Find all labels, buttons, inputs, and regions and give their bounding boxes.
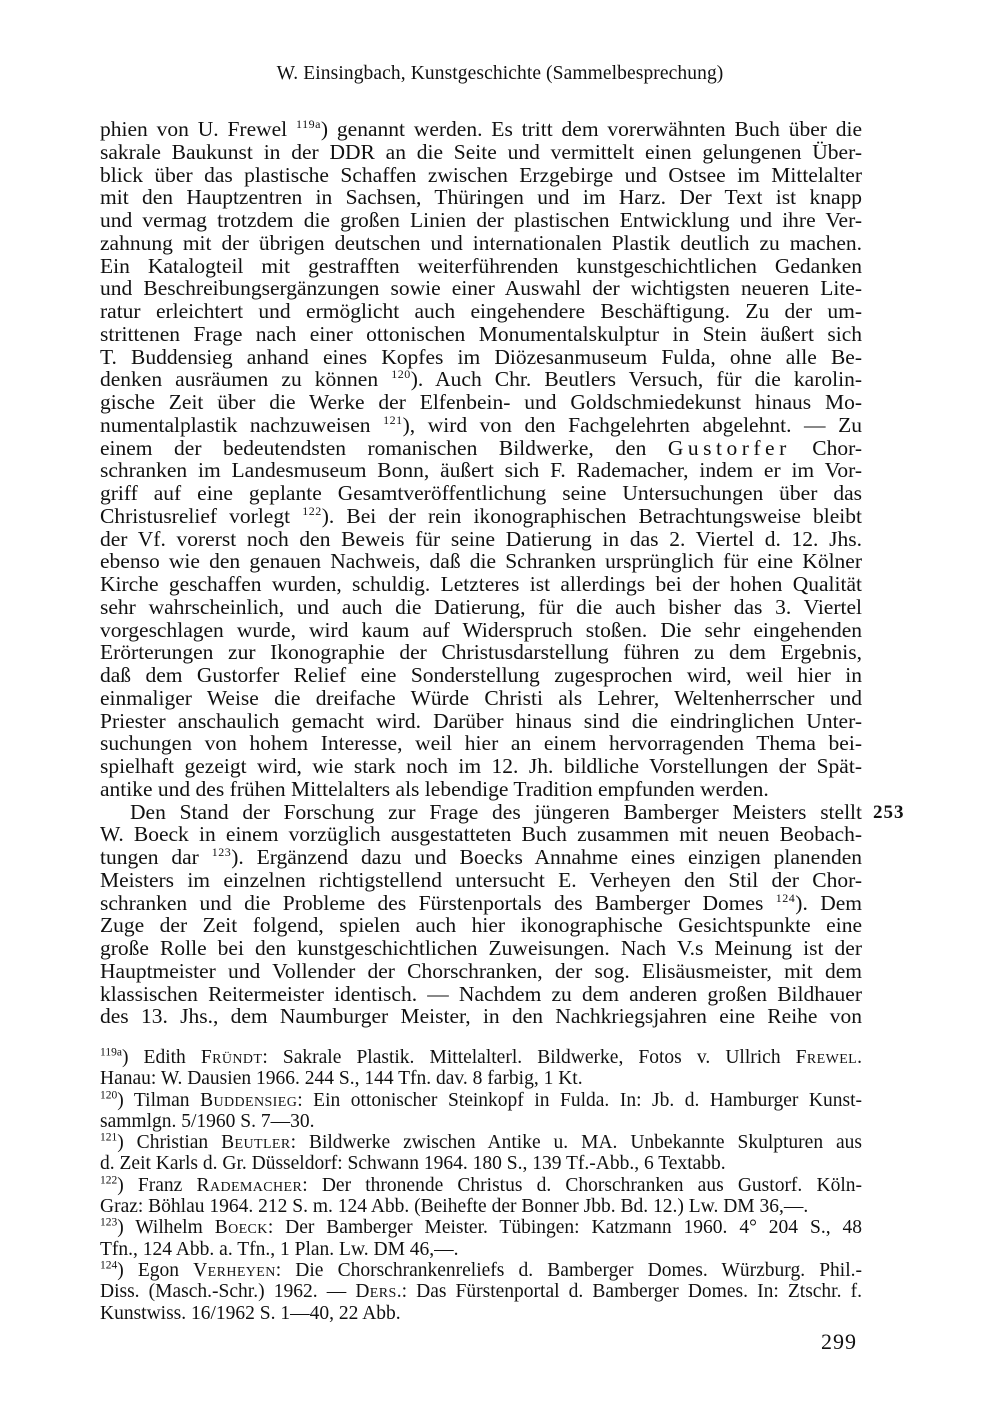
text-fragment: einem der bedeutendsten romanischen Bildwerke, den [100, 435, 668, 460]
text-fragment: : Der thronende Christus d. Chorschranken aus Gustorf. Köln- [302, 1174, 862, 1196]
text-line: antike und des frühen Mittelalters als lebendige Tradition empfunden werden. [100, 776, 769, 801]
text-fragment: ) Franz [117, 1174, 197, 1196]
text-fragment: : Ein ottonischer Steinkopf in Fulda. In: Jb. d. Hamburger Kunst- [297, 1089, 862, 1111]
text-line: Den Stand der Forschung zur Frage des jüngeren Bamberger Meisters stellt [130, 799, 862, 824]
footnote-line [100, 1175, 862, 1196]
footnote-line [100, 1090, 862, 1111]
text-line: ratur erleichtert und ermöglicht auch eingehendere Beschäftigung. Zu der um- [100, 299, 862, 323]
text-fragment: Chor- [790, 435, 862, 460]
text-fragment: ) genannt werden. Es tritt dem vorerwähnten Buch über die [320, 117, 863, 141]
text-fragment: : Sakrale Plastik. Mittelalterl. Bildwerke, Fotos v. Ullrich [262, 1047, 796, 1068]
author-name: Fründt [200, 1047, 263, 1068]
text-fragment: denken ausräumen zu können [100, 367, 392, 392]
text-line: ebenso wie den genauen Nachweis, daß die Schranken ursprünglich für eine Kölner [100, 549, 862, 574]
footnote-line: sammlgn. 5/1960 S. 7—30. [100, 1110, 315, 1132]
footnote-line: Kunstwiss. 16/1962 S. 1—40, 22 Abb. [100, 1302, 401, 1324]
text-line: Hauptmeister und Vollender der Chorschranken, der sog. Elisäusmeister, mit dem [100, 958, 862, 983]
text-fragment: ). Bei der rein ikonographischen Betrachtungsweise bleibt [321, 503, 862, 528]
text-fragment: Christusrelief vorlegt [100, 503, 303, 528]
footnote-ref[interactable]: 120 [391, 367, 411, 382]
author-name: Rademacher [196, 1174, 303, 1196]
text-line: W. Boeck in einem vorzüglich ausgestatteten Buch zusammen mit neuen Beobach- [100, 822, 862, 847]
text-line [100, 505, 862, 528]
text-line: daß dem Gustorfer Relief eine Sonderstellung zugesprochen wird, weil hier in [100, 663, 862, 687]
text-line [100, 368, 862, 391]
text-line: vorgeschlagen wurde, wird kaum auf Widerspruch stoßen. Die sehr eingehenden [100, 617, 862, 642]
footnotes [100, 1047, 862, 1324]
footnote-number: 119a [100, 1046, 122, 1059]
text-line: T. Buddensieg anhand eines Kopfes im Diözesanmuseum Fulda, ohne alle Be- [100, 344, 862, 369]
text-line: blick über das plastische Schaffen zwischen Erzgebirge und Ostsee im Mittelalter [100, 162, 862, 187]
text-line: und Beschreibungsergänzungen sowie einer Auswahl der wichtigsten neueren Lite- [100, 276, 862, 301]
text-fragment: ) Tilman [117, 1089, 201, 1111]
author-name: Beutler [221, 1132, 291, 1154]
footnote-line [100, 1217, 862, 1238]
text-fragment: ) Christian [117, 1132, 222, 1154]
footnote-line: d. Zeit Karls d. Gr. Düsseldorf: Schwann 1964. 180 S., 139 Tf.-Abb., 6 Textabb. [100, 1153, 726, 1175]
text-fragment: ). Ergänzend dazu und Boecks Annahme eines einzigen planenden [231, 845, 862, 869]
text-fragment: ). Dem [795, 890, 862, 915]
text-line: Erörterungen zur Ikonographie der Christusdarstellung führen zu dem Ergebnis, [100, 640, 862, 665]
footnote-number: 122 [100, 1174, 118, 1187]
text-line: Zuge der Zeit folgend, spielen auch hier ikonographische Gesichtspunkte eine [100, 913, 862, 938]
text-fragment: ) Egon [117, 1259, 194, 1281]
text-line: zahnung mit der übrigen deutschen und internationalen Plastik deutlich zu machen. [100, 230, 862, 255]
text-line [100, 118, 862, 141]
text-line: schranken im Landesmuseum Bonn, äußert sich F. Rademacher, indem er im Vor- [100, 458, 862, 483]
text-fragment: ). Auch Chr. Beutlers Versuch, für die karolin- [410, 367, 862, 392]
text-line: und vermag trotzdem die großen Linien der plastischen Entwicklung und ihre Ver- [100, 208, 862, 232]
text-fragment: phien von U. Frewel [100, 117, 297, 141]
text-line: der Vf. vorerst noch den Beweis für seine Datierung in das 2. Viertel d. 12. Jhs. [100, 526, 862, 551]
text-line: einmaliger Weise die dreifache Würde Christi als Lehrer, Weltenherrscher und [100, 685, 862, 710]
text-fragment: : Die Chorschrankenreliefs d. Bamberger Domes. Würzburg. Phil.- [275, 1259, 862, 1281]
footnote-line [100, 1132, 862, 1153]
margin-number: 253 [873, 802, 905, 823]
footnote-number: 121 [100, 1131, 118, 1144]
text-line [100, 892, 862, 915]
footnote-ref[interactable]: 119a [296, 116, 321, 131]
text-fragment: numentalplastik nachzuweisen [100, 412, 384, 437]
footnote-line [100, 1281, 862, 1302]
text-line: Kirche geschaffen wurden, schuldig. Letzteres ist allerdings bei der hohen Qualität [100, 572, 862, 596]
footnote-number: 124 [100, 1259, 118, 1272]
text-line [100, 846, 862, 869]
text-line [100, 414, 862, 437]
author-name: Verheyen [193, 1259, 276, 1281]
text-fragment: : Der Bamberger Meister. Tübingen: Katzmann 1960. 4° 204 S., 48 [267, 1217, 862, 1239]
text-fragment: ) Edith [121, 1047, 201, 1068]
text-line: Priester anschaulich gemacht wird. Darüber hinaus sind die eindringlichen Unter- [100, 708, 862, 733]
text-fragment: ), wird von den Fachgelehrten abgelehnt. — Zu [402, 412, 862, 437]
footnote-line: Tfn., 124 Abb. a. Tfn., 1 Plan. Lw. DM 46,—. [100, 1238, 459, 1260]
spaced-term: Gustorfer [667, 435, 791, 460]
text-line: sehr wahrscheinlich, und auch die Datierung, für die auch bisher das 3. Viertel [100, 594, 862, 619]
author-name: Boeck [214, 1217, 268, 1239]
text-line: sakrale Baukunst in der DDR an die Seite und vermittelt einen gelungenen Über- [100, 139, 862, 164]
footnote-line: Graz: Böhlau 1964. 212 S. m. 124 Abb. (Beihefte der Bonner Jbb. Bd. 12.) Lw. DM 36,—. [100, 1196, 809, 1218]
text-line: spielhaft gezeigt wird, wie stark noch im 12. Jh. bildliche Vorstellungen der Spät- [100, 754, 862, 778]
text-fragment: . [857, 1047, 862, 1068]
text-line: strittenen Frage nach einer ottonischen Monumentalskulptur in Stein äußert sich [100, 321, 862, 346]
footnote-line [100, 1260, 862, 1281]
text-fragment: tungen dar [100, 845, 212, 869]
main-text [100, 118, 862, 1028]
text-fragment: Diss. (Masch.-Schr.) 1962. — [100, 1281, 356, 1303]
text-fragment: : Bildwerke zwischen Antike u. MA. Unbekannte Skulpturen aus [290, 1132, 862, 1154]
text-fragment: .: Das Fürstenportal d. Bamberger Domes. In: Ztschr. f. [396, 1281, 862, 1303]
text-line: Meisters im einzelnen richtigstellend untersucht E. Verheyen den Stil der Chor- [100, 867, 862, 892]
author-name: Ders [355, 1281, 397, 1303]
text-fragment: ) Wilhelm [117, 1217, 215, 1239]
text-line: klassischen Reitermeister identisch. — Nachdem zu dem anderen großen Bildhauer [100, 981, 862, 1006]
author-name: Frewel [795, 1047, 858, 1068]
text-line: griff auf eine geplante Gesamtveröffentlichung seine Untersuchungen über das [100, 481, 862, 505]
text-line: Ein Katalogteil mit gestrafften weiterführenden kunstgeschichtlichen Gedanken [100, 253, 862, 278]
footnote-ref[interactable]: 122 [302, 503, 322, 518]
footnote-line [100, 1047, 862, 1068]
footnote-number: 120 [100, 1089, 118, 1102]
footnote-number: 123 [100, 1216, 118, 1229]
running-header: W. Einsingbach, Kunstgeschichte (Sammelbesprechung) [276, 63, 724, 84]
footnote-line: Hanau: W. Dausien 1966. 244 S., 144 Tfn. dav. 8 farbig, 1 Kt. [100, 1068, 583, 1090]
page-number: 299 [821, 1329, 857, 1354]
footnote-ref[interactable]: 123 [211, 844, 232, 859]
footnote-ref[interactable]: 121 [383, 412, 403, 427]
footnote-ref[interactable]: 124 [775, 890, 796, 905]
text-line: mit den Hauptzentren in Sachsen, Thüringen und im Harz. Der Text ist knapp [100, 185, 862, 210]
text-line: große Rolle bei den kunstgeschichtlichen Zuweisungen. Nach V.s Meinung ist der [100, 936, 862, 960]
text-line: suchungen von hohem Interesse, weil hier an einem hervorragenden Thema bei- [100, 731, 862, 756]
text-line: des 13. Jhs., dem Naumburger Meister, in den Nachkriegsjahren eine Reihe von [100, 1004, 862, 1029]
text-line: gische Zeit über die Werke der Elfenbein- und Goldschmiedekunst hinaus Mo- [100, 390, 862, 414]
author-name: Buddensieg [200, 1089, 298, 1111]
text-line [100, 437, 862, 460]
text-fragment: schranken und die Probleme des Fürstenportals des Bamberger Domes [100, 890, 776, 915]
